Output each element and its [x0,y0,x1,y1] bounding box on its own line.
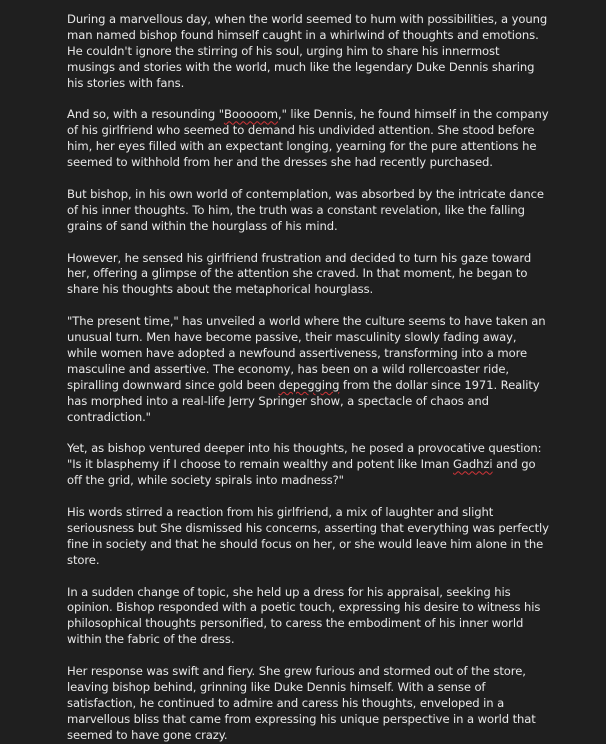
paragraph-text: And so, with a resounding " [67,107,224,122]
paragraph-3[interactable] [67,187,549,235]
paragraph-text: His words stirred a reaction from his girlfriend, a mix of laughter and slight seriousness but She dismissed his concerns, asserting that everything was perfectly fine in society and that he should focus on her, or she would leave him alone in the store. [67,505,549,567]
paragraph-8[interactable] [67,585,549,649]
paragraph-text: But bishop, in his own world of contemplation, was absorbed by the intricate dance of his inner thoughts. To him, the truth was a constant revelation, like the falling grains of sand within the hourglass of his mind. [67,186,544,233]
paragraph-5[interactable] [67,314,549,425]
paragraph-6[interactable] [67,441,549,489]
paragraph-4[interactable] [67,251,549,299]
paragraph-text: During a marvellous day, when the world seemed to hum with possibilities, a young man named bishop found himself caught in a whirlwind of thoughts and emotions. He couldn't ignore the stirring of his soul, urging him to share his innermost musings and stories with the world, much like the legendary Duke Dennis sharing his stories with fans. [67,12,548,90]
misspelled-word[interactable]: depegging [278,377,340,392]
paragraph-text: Her response was swift and fiery. She grew furious and stormed out of the store, leaving bishop behind, grinning like Duke Dennis himself. With a sense of satisfaction, he continued to admire and caress his thoughts, enveloped in a marvellous bliss that came from expressing his unique perspective in a world that seemed to have gone crazy. [67,664,536,742]
paragraph-text: Yet, as bishop ventured deeper into his thoughts, he posed a provocative question: "Is it blasphemy if I choose to remain wealthy and potent like Iman [67,441,542,472]
paragraph-1[interactable] [67,12,549,92]
misspelled-word[interactable]: Booooom [223,107,278,122]
paragraph-2[interactable] [67,107,549,171]
paragraph-text: from the dollar since 1971. Reality has morphed into a real-life Jerry Springer show, a spectacle of chaos and contradiction." [67,377,540,424]
paragraph-7[interactable] [67,505,549,569]
paragraph-text: In a sudden change of topic, she held up a dress for his appraisal, seeking his opinion. Bishop responded with a poetic touch, expressing his desire to witness his philosophical thoughts personified, to caress the embodiment of his inner world within the fabric of the dress. [67,584,541,647]
paragraph-text: "The present time," has unveiled a world where the culture seems to have taken an unusual turn. Men have become passive, their masculinity slowly fading away, while women have adopted a newfound assertiveness, transforming into a more masculine and assertive. The economy, has been on a wild rollercoaster ride, spiralling downward since gold been [67,314,546,392]
paragraph-text: and go off the grid, while society spirals into madness?" [67,457,536,488]
paragraph-9[interactable] [67,664,549,744]
paragraph-text: However, he sensed his girlfriend frustration and decided to turn his gaze toward her, offering a glimpse of the attention she craved. In that moment, he began to share his thoughts about the metaphorical hourglass. [67,250,532,297]
paragraph-text: ," like Dennis, he found himself in the company of his girlfriend who seemed to demand his undivided attention. She stood before him, her eyes filled with an expectant longing, yearning for the pure attentions he seemed to withhold from her and the dresses she had recently purchased. [67,107,549,170]
document-body[interactable] [67,12,549,744]
misspelled-word[interactable]: Gadhzi [453,457,493,472]
